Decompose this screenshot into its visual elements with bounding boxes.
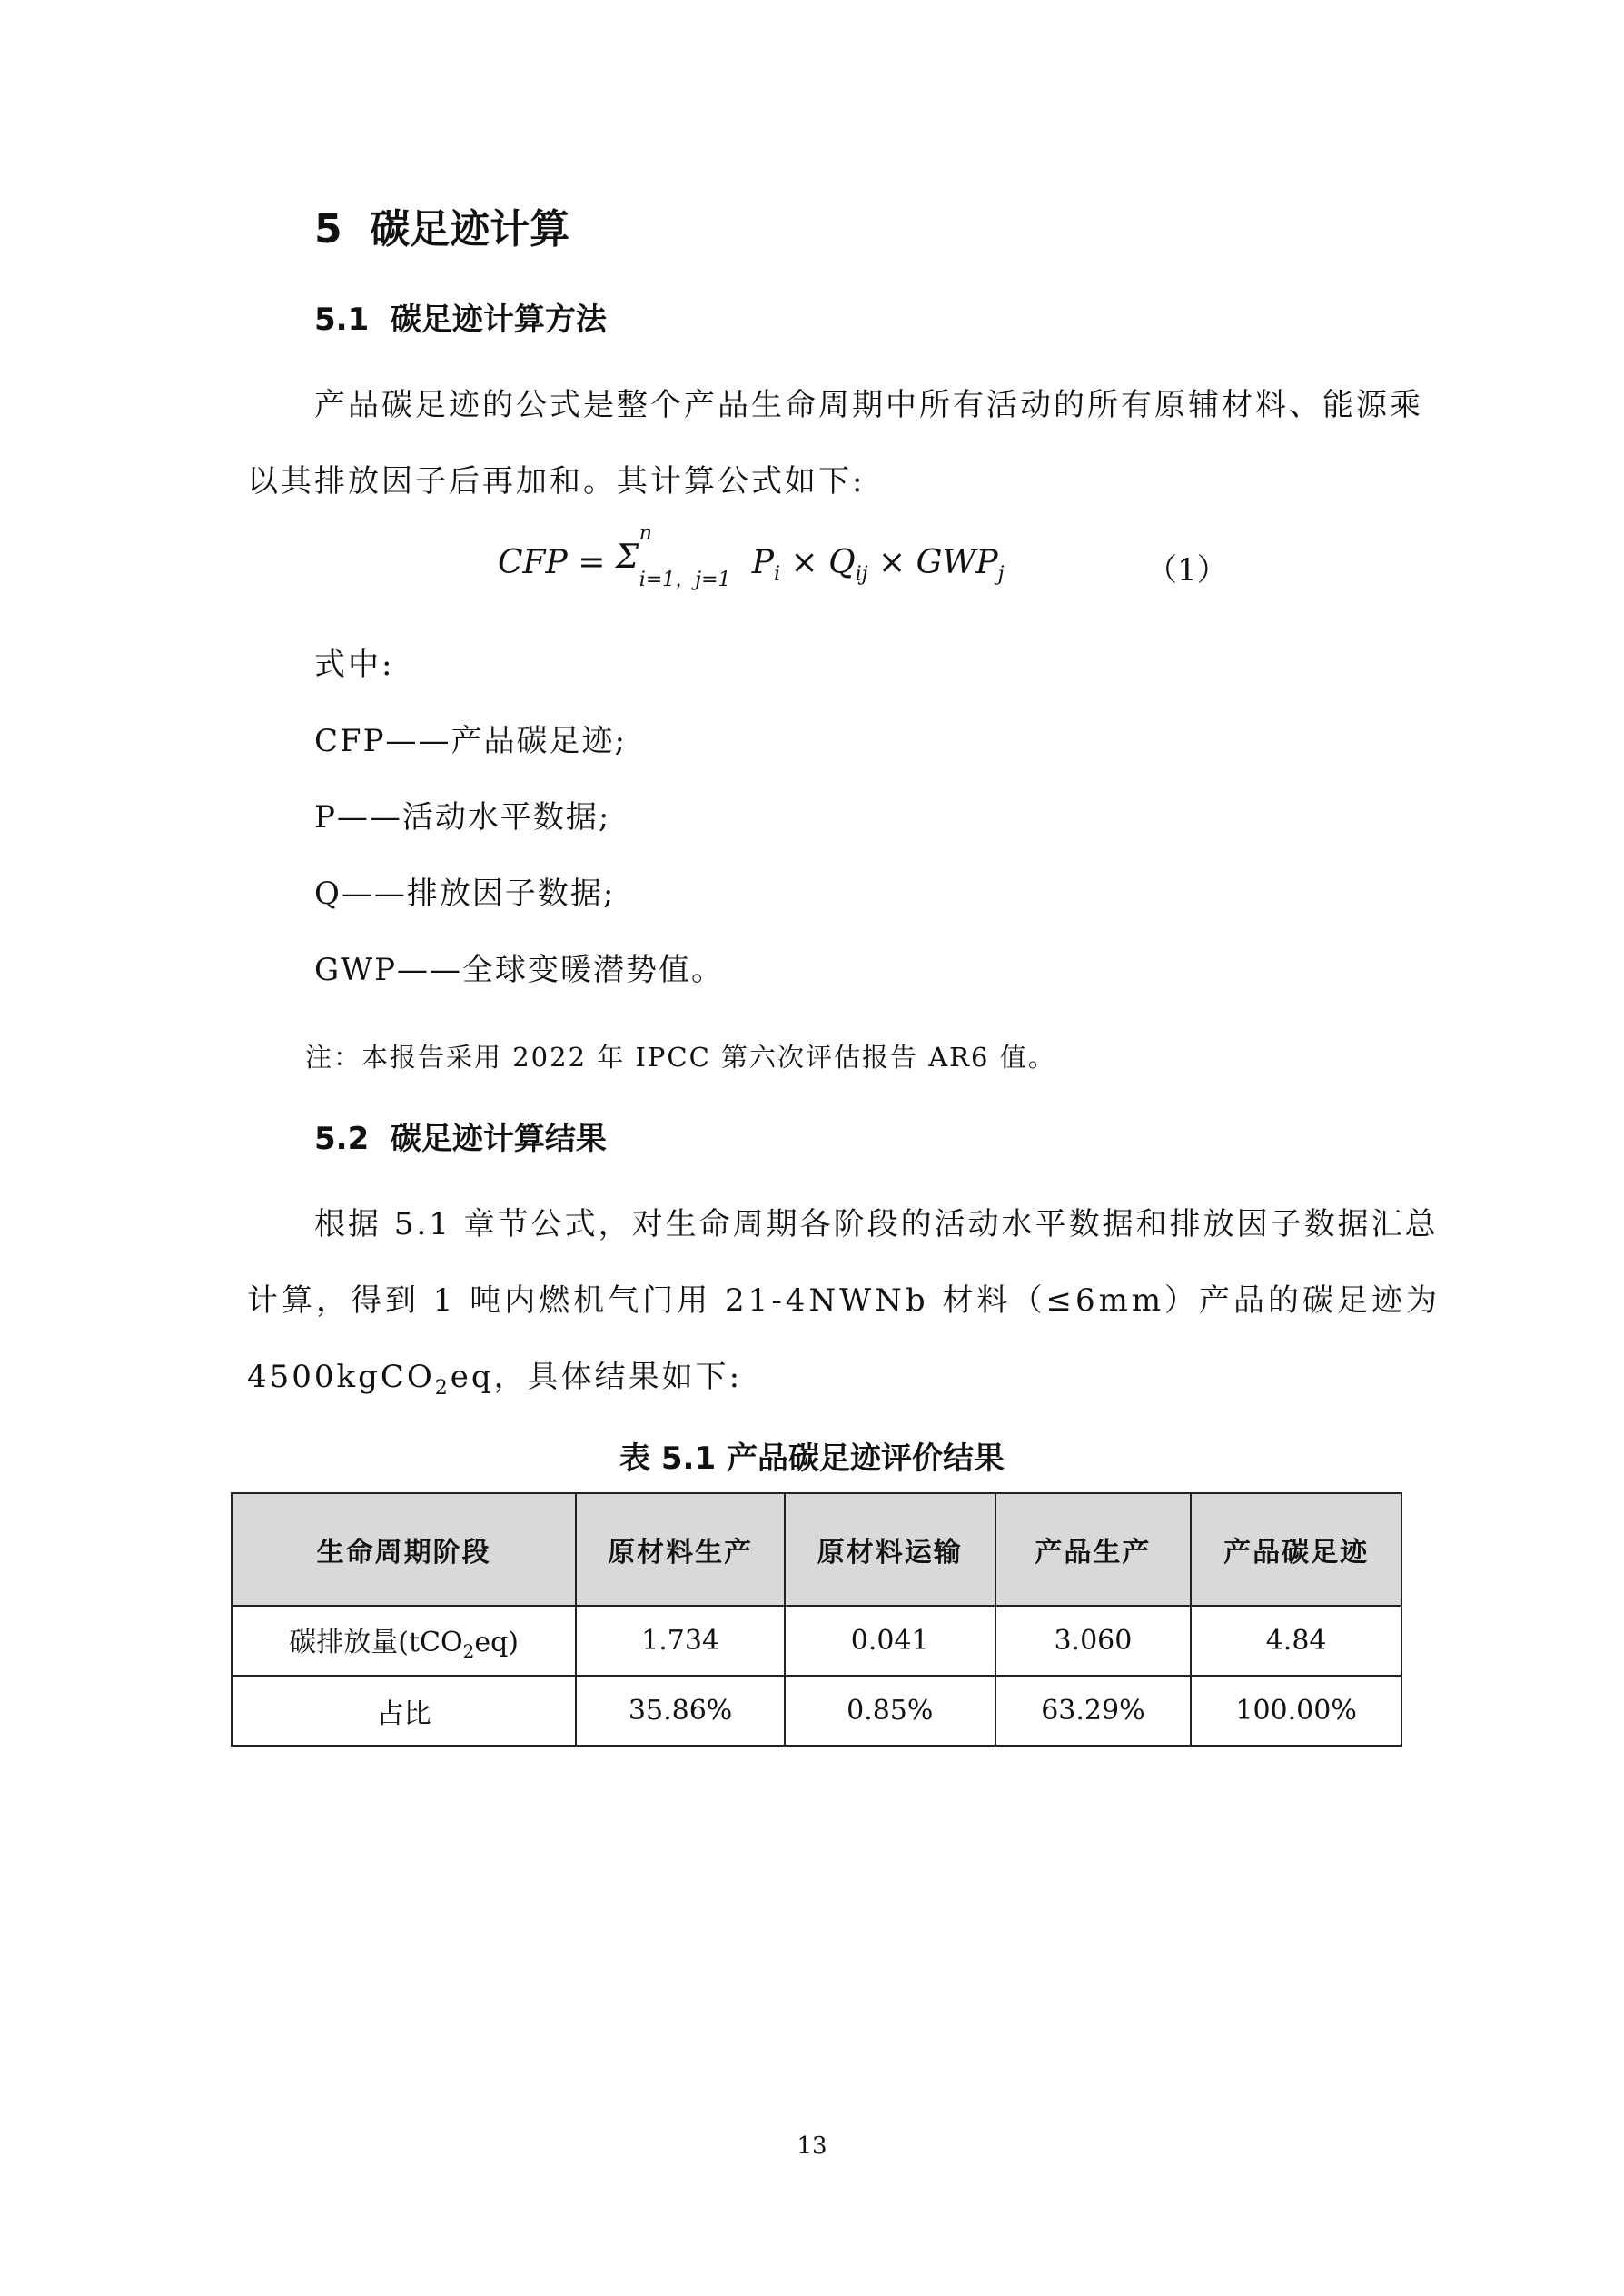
- label-text: eq): [474, 1627, 519, 1658]
- table-cell: 4.84: [1191, 1606, 1401, 1676]
- paragraph-line: 以其排放因子后再加和。其计算公式如下:: [247, 463, 866, 500]
- table-header: 原材料生产: [576, 1493, 785, 1606]
- label-text: 碳排放量(tCO: [289, 1627, 463, 1658]
- formula-gwp-sub: j: [997, 563, 1005, 587]
- formula-p: P: [751, 544, 775, 581]
- formula-q: Q: [828, 544, 856, 581]
- note: 注：本报告采用 2022 年 IPCC 第六次评估报告 AR6 值。: [305, 1042, 1056, 1073]
- formula-lhs: CFP =: [498, 544, 616, 581]
- paragraph-text: eq，具体结果如下:: [450, 1359, 743, 1395]
- sigma-symbol: Σ: [615, 539, 639, 576]
- table-cell: 100.00%: [1191, 1676, 1401, 1746]
- subsection-number: 5.2: [314, 1121, 370, 1157]
- subsection-title: 碳足迹计算结果: [390, 1121, 607, 1157]
- section-heading: [314, 196, 569, 254]
- where-item: P——活动水平数据;: [314, 799, 611, 836]
- formula: [498, 522, 1005, 591]
- where-item: GWP——全球变暖潜势值。: [314, 952, 724, 988]
- subsection-number: 5.1: [314, 302, 370, 338]
- formula-times: ×: [780, 544, 829, 581]
- page-number: 13: [797, 2133, 827, 2160]
- table-header: 原材料运输: [785, 1493, 995, 1606]
- table-row-label: [232, 1606, 576, 1676]
- table-cell: 0.85%: [785, 1676, 995, 1746]
- subsection-heading-5-1: [314, 294, 607, 339]
- formula-p-sub: i: [774, 563, 781, 587]
- where-label: 式中:: [314, 647, 395, 683]
- where-item: CFP——产品碳足迹;: [314, 723, 627, 759]
- paragraph-line: 产品碳足迹的公式是整个产品生命周期中所有活动的所有原辅材料、能源乘: [314, 387, 1423, 423]
- table-row: [232, 1606, 1401, 1676]
- section-title: 碳足迹计算: [370, 206, 570, 252]
- table-cell: 35.86%: [576, 1676, 785, 1746]
- table-row: [232, 1676, 1401, 1746]
- table-header: 生命周期阶段: [232, 1493, 576, 1606]
- section-number: 5: [314, 206, 342, 252]
- table-header: 产品碳足迹: [1191, 1493, 1401, 1606]
- subsection-title: 碳足迹计算方法: [390, 302, 607, 338]
- results-table: [231, 1492, 1402, 1747]
- table-cell: 1.734: [576, 1606, 785, 1676]
- paragraph-text: 4500kgCO: [247, 1359, 435, 1395]
- table-cell: 0.041: [785, 1606, 995, 1676]
- subsection-heading-5-2: [314, 1113, 607, 1158]
- subscript: 2: [434, 1376, 451, 1400]
- table-header: 产品生产: [995, 1493, 1192, 1606]
- where-item: Q——排放因子数据;: [314, 876, 616, 912]
- paragraph-line: 根据 5.1 章节公式，对生命周期各阶段的活动水平数据和排放因子数据汇总: [314, 1206, 1439, 1242]
- paragraph-line: 计算，得到 1 吨内燃机气门用 21-4NWNb 材料（≤6mm）产品的碳足迹为: [247, 1282, 1441, 1319]
- summation-lower: i=1，j=1: [639, 569, 731, 591]
- table-caption: 表 5.1 产品碳足迹评价结果: [619, 1440, 1005, 1477]
- formula-q-sub: ij: [855, 563, 868, 587]
- formula-times: ×: [867, 544, 916, 581]
- formula-gwp: GWP: [916, 544, 998, 581]
- subscript: 2: [462, 1640, 475, 1662]
- paragraph-line: [247, 1351, 742, 1400]
- equation-number: （1）: [1146, 552, 1228, 589]
- table-header-row: [232, 1493, 1401, 1606]
- table-cell: 3.060: [995, 1606, 1192, 1676]
- table-cell: 63.29%: [995, 1676, 1192, 1746]
- table-row-label: 占比: [232, 1676, 576, 1746]
- summation: [615, 522, 752, 591]
- summation-upper: n: [639, 522, 652, 545]
